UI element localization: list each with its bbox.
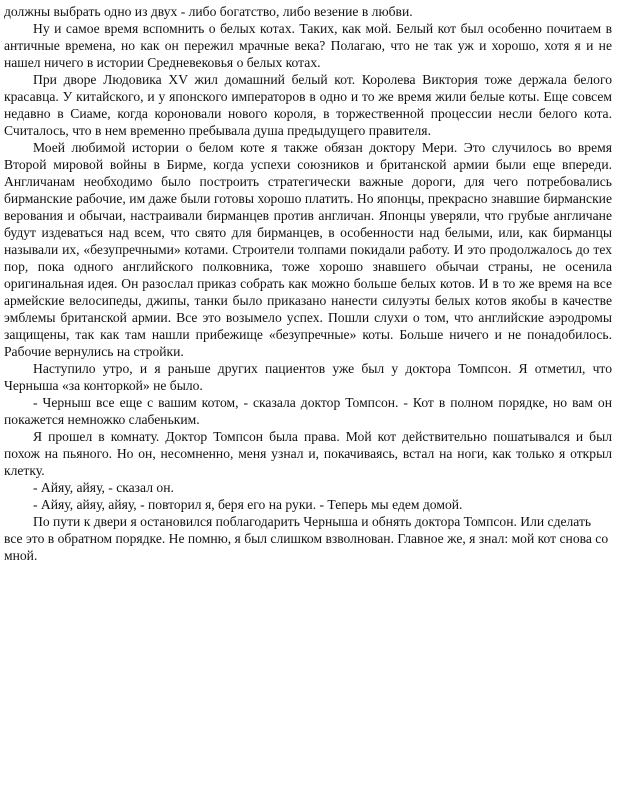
paragraph-going-home: - Айяу, айяу, айяу, - повторил я, беря его на руки. - Теперь мы едем домой.: [33, 497, 463, 512]
paragraph-royal-white-cats: При дворе Людовика XV жил домашний белый кот. Королева Виктория тоже держала белого красавца. У китайского, и у японского императоров в одно и то же время жили белые коты. Еще совсем недавно в Сиаме, когда короновали нового короля, в торжественной процессии несли белого кота. Считалось, что в нем временно пребывала душа предыдущего правителя.: [4, 72, 612, 138]
paragraph-final: По пути к двери я остановился поблагодарить Черныша и обнять доктора Томпсон. Или сделать все это в обратном порядке. Не помню, я был слишком взволнован. Главное же, я знал: мой кот снова со мной.: [4, 514, 609, 563]
document-page: [4, 3, 612, 564]
paragraph-doctor-speech: - Черныш все еще с вашим котом, - сказала доктор Томпсон. - Кот в полном порядке, но вам он покажется немножко слабеньким.: [4, 395, 612, 427]
paragraph-burma-story: Моей любимой истории о белом коте я также обязан доктору Мери. Это случилось во время Второй мировой войны в Бирме, когда успехи союзников и британской армии были еще впереди. Англичанам необходимо было построить стратегически важные дороги, для чего потребовались бирманские рабочие, им даже были готовы хорошо платить. Но японцы, прекрасно знавшие бирманские верования и обычаи, настраивали бирманцев против англичан. Японцы уверяли, что грубые англичане будут издеваться над всем, что свято для бирманцев, в особенности над белыми, или, как бирманцы называли их, «безупречными» котами. Строители толпами покидали работу. И это продолжалось до тех пор, пока одного английского полковника, тоже хорошо знавшего обычаи страны, не осенила оригинальная идея. Он разослал приказ собрать как можно больше белых котов. И в то же время на все армейские велосипеды, джипы, танки было приказано нанести силуэты белых котов якобы в качестве эмблемы британской армии. Все это возымело успех. Пошли слухи о том, что английские аэродромы защищены, так как там нашли прибежище «безупречные» коты. Больше ничего и не понадобилось. Рабочие вернулись на стройки.: [4, 140, 612, 359]
paragraph-entering-room: Я прошел в комнату. Доктор Томпсон была права. Мой кот действительно пошатывался и был похож на пьяного. Но он, несомненно, меня узнал и, покачиваясь, встал на ноги, как только я открыл клетку.: [4, 429, 612, 478]
paragraph-white-cats-history: Ну и самое время вспомнить о белых котах. Таких, как мой. Белый кот был особенно почитаем в античные времена, но как он пережил мрачные века? Полагаю, что не так уж и хорошо, хотя я и не нашел ничего в истории Средневековья о белых котах.: [4, 21, 612, 70]
paragraph-continuation: должны выбрать одно из двух - либо богатство, либо везение в любви.: [4, 4, 413, 19]
paragraph-morning-visit: Наступило утро, и я раньше других пациентов уже был у доктора Томпсон. Я отметил, что Черныша «за конторкой» не было.: [4, 361, 612, 393]
paragraph-cat-speech: - Айяу, айяу, - сказал он.: [33, 480, 174, 495]
